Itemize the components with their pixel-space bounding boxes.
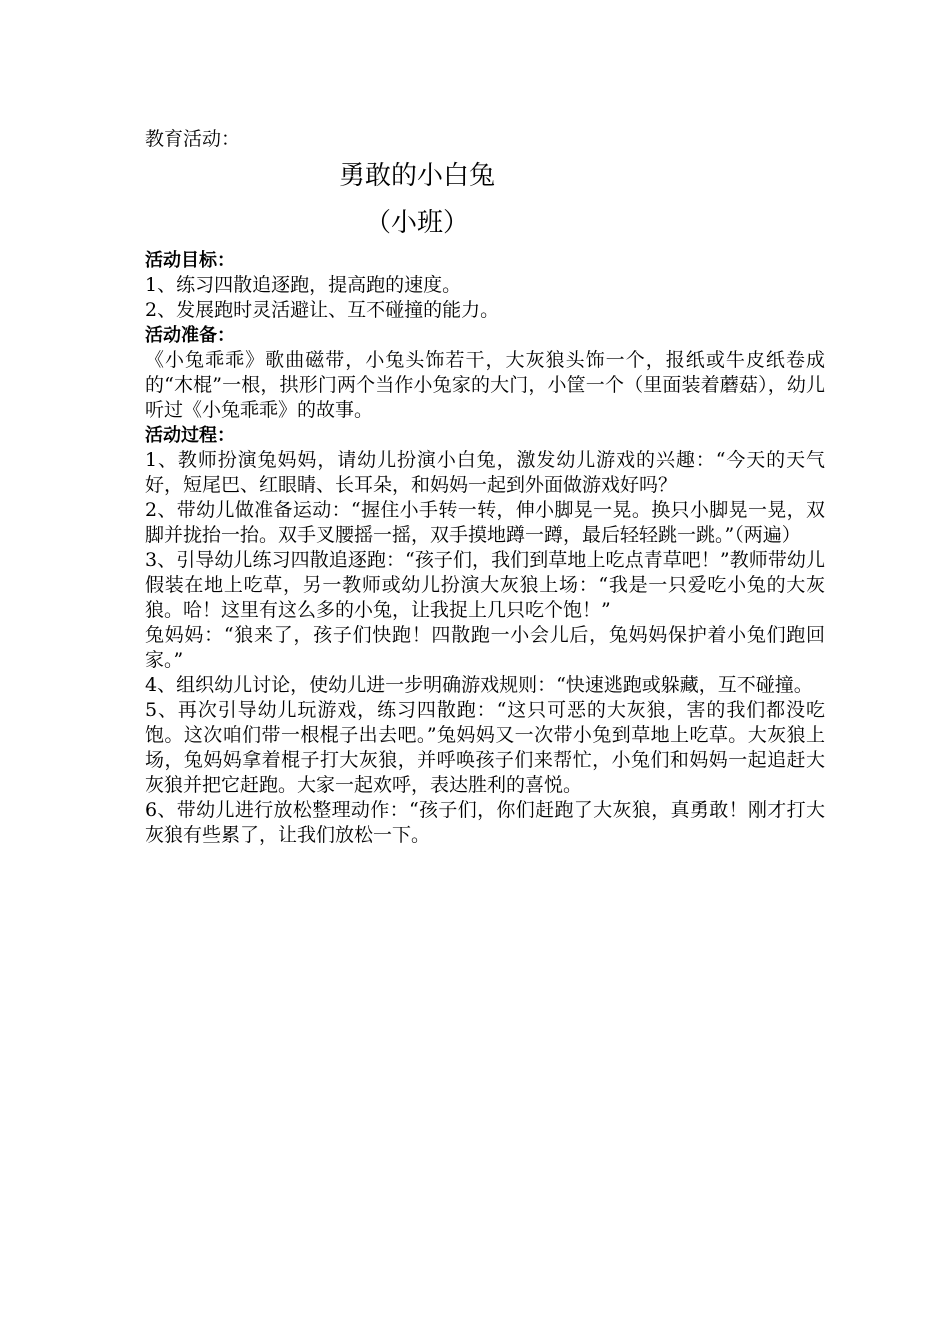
process-step: 4、组织幼儿讨论，使幼儿进一步明确游戏规则：“快速逃跑或躲藏，互不碰撞。 <box>145 674 813 696</box>
process-step: 3、引导幼儿练习四散追逐跑：“孩子们，我们到草地上吃点青草吧！”教师带幼儿假装在地上吃草，另一教师或幼儿扮演大灰狼上场：“我是一只爱吃小兔的大灰狼。哈！这里有这么多的小兔，让我捉上几只吃个饱！” <box>145 549 825 621</box>
prep-heading: 活动准备： <box>145 325 235 346</box>
goal-item: 2、发展跑时灵活避让、互不碰撞的能力。 <box>145 299 500 321</box>
process-step: 1、教师扮演兔妈妈，请幼儿扮演小白兔，激发幼儿游戏的兴趣：“今天的天气好，短尾巴、红眼睛、长耳朵，和妈妈一起到外面做游戏好吗？ <box>145 449 825 496</box>
page-subtitle: （小班） <box>364 208 469 238</box>
category-label: 教育活动： <box>145 128 241 150</box>
goals-heading: 活动目标： <box>145 250 235 271</box>
process-step: 6、带幼儿进行放松整理动作：“孩子们，你们赶跑了大灰狼，真勇敢！刚才打大灰狼有些累了，让我们放松一下。 <box>145 799 825 846</box>
process-step: 5、再次引导幼儿玩游戏，练习四散跑：“这只可恶的大灰狼，害的我们都没吃饱。这次咱们带一根棍子出去吧。”兔妈妈又一次带小兔到草地上吃草。大灰狼上场，兔妈妈拿着棍子打大灰狼，并呼唤孩子们来帮忙，小兔们和妈妈一起追赶大灰狼并把它赶跑。大家一起欢呼，表达胜利的喜悦。 <box>145 699 825 796</box>
process-heading: 活动过程： <box>145 425 235 446</box>
document-body <box>145 248 825 848</box>
process-step: 兔妈妈：“狼来了，孩子们快跑！四散跑一小会儿后，兔妈妈保护着小兔们跑回家。” <box>145 624 825 671</box>
page-title: 勇敢的小白兔 <box>338 161 495 191</box>
goal-item: 1、练习四散追逐跑，提高跑的速度。 <box>145 274 462 296</box>
process-step: 2、带幼儿做准备运动：“握住小手转一转，伸小脚晃一晃。换只小脚晃一晃，双脚并拢抬一抬。双手叉腰摇一摇，双手摸地蹲一蹲，最后轻轻跳一跳。”（两遍） <box>145 499 825 546</box>
prep-text: 《小兔乖乖》歌曲磁带，小兔头饰若干，大灰狼头饰一个，报纸或牛皮纸卷成的“木棍”一根，拱形门两个当作小兔家的大门，小筐一个（里面装着蘑菇），幼儿听过《小兔乖乖》的故事。 <box>145 349 825 421</box>
